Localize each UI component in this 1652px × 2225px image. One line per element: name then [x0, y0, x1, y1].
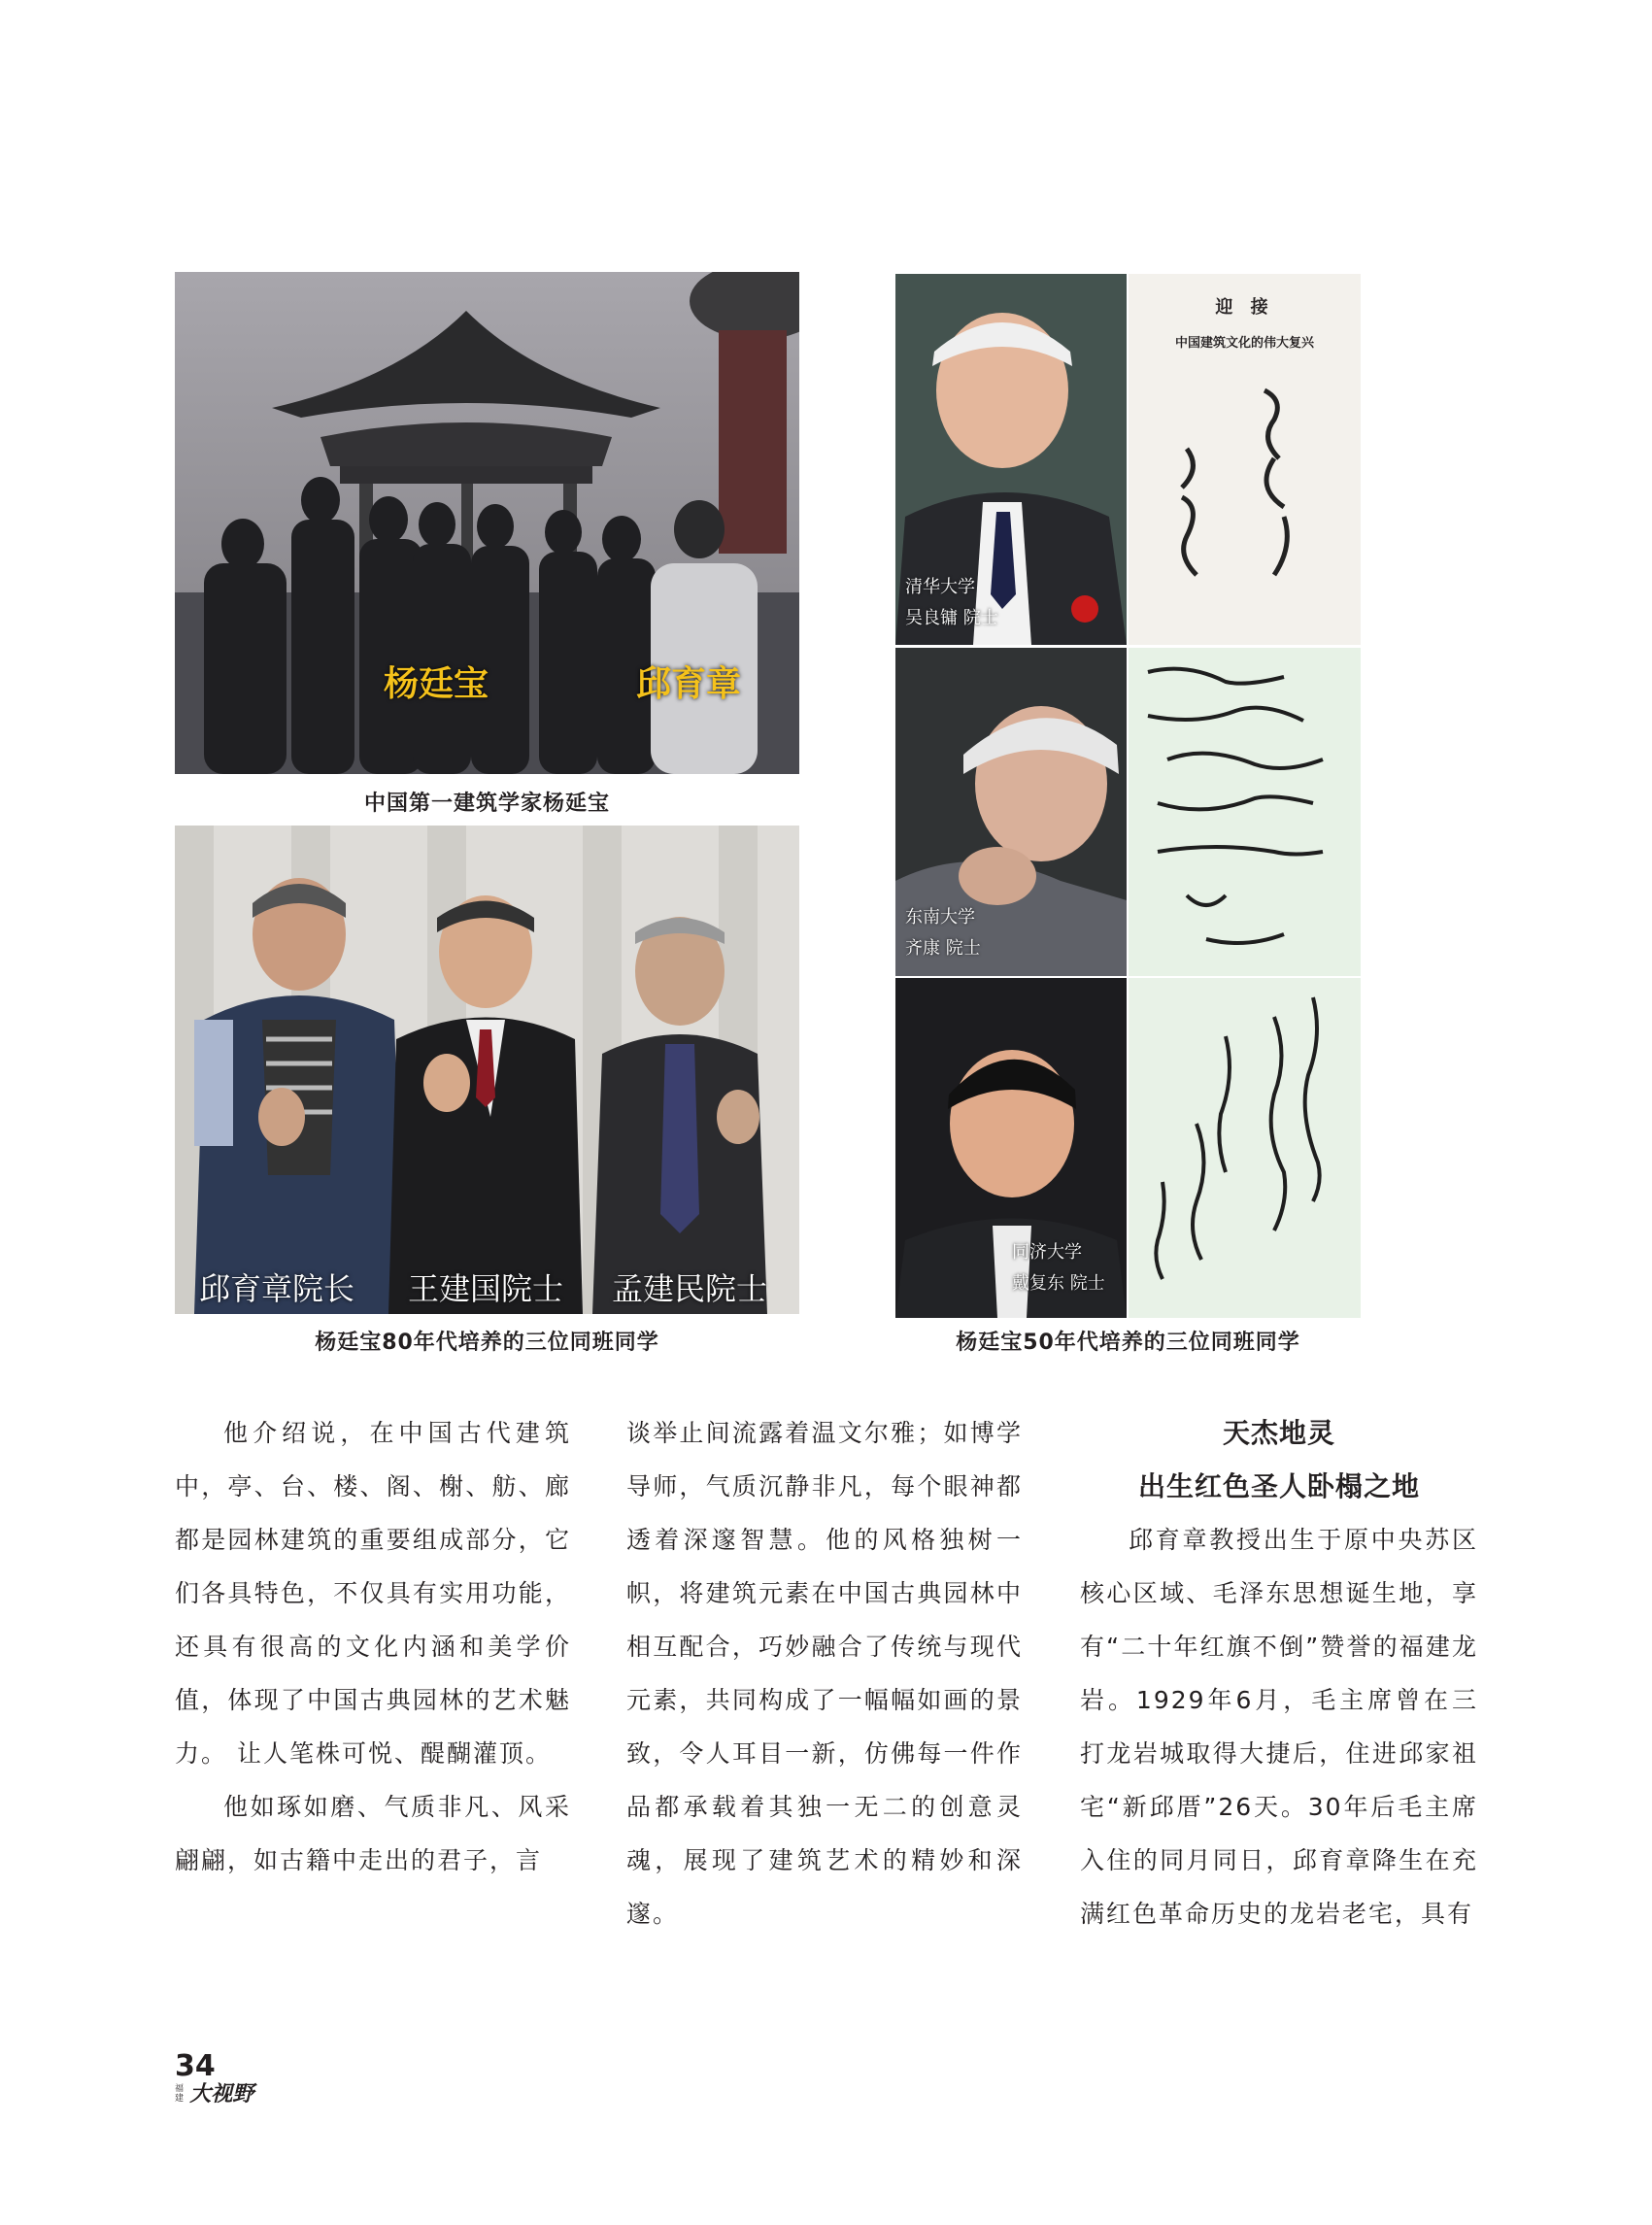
panel3-name: 戴复东 院士 — [1012, 1273, 1105, 1294]
panel1-school: 清华大学 — [905, 577, 975, 597]
magazine-logo — [175, 2081, 254, 2107]
panel1-name: 吴良镛 院士 — [905, 608, 998, 628]
article-col3-paragraph: 邱育章教授出生于原中央苏区核心区域、毛泽东思想诞生地，享有“二十年红旗不倒”赞誉的福建龙岩。1929年6月，毛主席曾在三打龙岩城取得大捷后，住进邱家祖宅“新邱厝”26天。30年后毛主席入住的同月同日，邱育章降生在充满红色革命历史的龙岩老宅，具有 — [1080, 1526, 1478, 1928]
panel2-name: 齐康 院士 — [905, 938, 981, 959]
three-alumni-photo-art — [175, 826, 799, 1314]
photo-label-qiu-yuzhang: 邱育章 — [636, 664, 742, 704]
calligraphy-2 — [1129, 648, 1361, 976]
magazine-logo-name: 大视野 — [189, 2081, 254, 2107]
article-column-3 — [1080, 1406, 1478, 1940]
page-number: 34 — [175, 2049, 216, 2083]
three-alumni-photo — [175, 826, 799, 1314]
pavilion-group-photo — [175, 272, 799, 774]
panel-qi-kang-portrait — [895, 648, 1127, 976]
panel3-school: 同济大学 — [1012, 1242, 1082, 1263]
caption-pavilion-photo: 中国第一建筑学家杨延宝 — [363, 792, 610, 816]
article-col2-paragraph: 谈举止间流露着温文尔雅；如博学导师，气质沉静非凡，每个眼神都透着深邃智慧。他的风格独树一帜，将建筑元素在中国古典园林中相互配合，巧妙融合了传统与现代元素，共同构成了一幅幅如画的景致，令人耳目一新，仿佛每一件作品都承载着其独一无二的创意灵魂，展现了建筑艺术的精妙和深邃。 — [626, 1419, 1023, 1928]
panel2-school: 东南大学 — [905, 907, 975, 927]
panel-dai-fudong-portrait — [895, 978, 1127, 1318]
article-col1-paragraph-1: 他介绍说，在中国古代建筑中，亭、台、楼、阁、榭、舫、廊都是园林建筑的重要组成部分，它们各具特色，不仅具有实用功能，还具有很高的文化内涵和美学价值，体现了中国古典园林的艺术魅力。 让人笔株可悦、醍醐灌顶。 — [175, 1419, 571, 1768]
section-heading-1: 天杰地灵 — [1222, 1417, 1335, 1449]
caption-three-alumni-photo: 杨廷宝80年代培养的三位同班同学 — [315, 1331, 659, 1355]
panel-wu-liangyong-calligraphy — [1129, 274, 1361, 645]
calligraphy-3 — [1129, 978, 1361, 1318]
photo-label-yang-tingbao: 杨廷宝 — [384, 664, 489, 704]
magazine-logo-small: 福建 — [175, 2084, 185, 2104]
letter-heading: 迎 接 — [1215, 297, 1274, 318]
section-heading-2: 出生红色圣人卧榻之地 — [1137, 1470, 1420, 1502]
panel-dai-fudong-calligraphy — [1129, 978, 1361, 1318]
dai-fudong-photo-art — [895, 978, 1127, 1318]
letter-subheading: 中国建筑文化的伟大复兴 — [1174, 336, 1314, 351]
article-col1-paragraph-2: 他如琢如磨、气质非凡、风采翩翩，如古籍中走出的君子，言 — [175, 1793, 571, 1874]
article-column-2 — [626, 1406, 1023, 1940]
right-collage — [895, 274, 1361, 1318]
panel-wu-liangyong-portrait — [895, 274, 1127, 645]
article-column-1 — [175, 1406, 571, 1887]
photo-label-qiu-yuzhang-dean: 邱育章院长 — [199, 1270, 355, 1307]
calligraphy-1 — [1129, 274, 1361, 645]
photo-label-meng-jianmin: 孟建民院士 — [612, 1270, 768, 1307]
panel-qi-kang-calligraphy — [1129, 648, 1361, 976]
photo-label-wang-jianguo: 王建国院士 — [408, 1270, 564, 1307]
caption-right-collage: 杨廷宝50年代培养的三位同班同学 — [956, 1331, 1300, 1355]
